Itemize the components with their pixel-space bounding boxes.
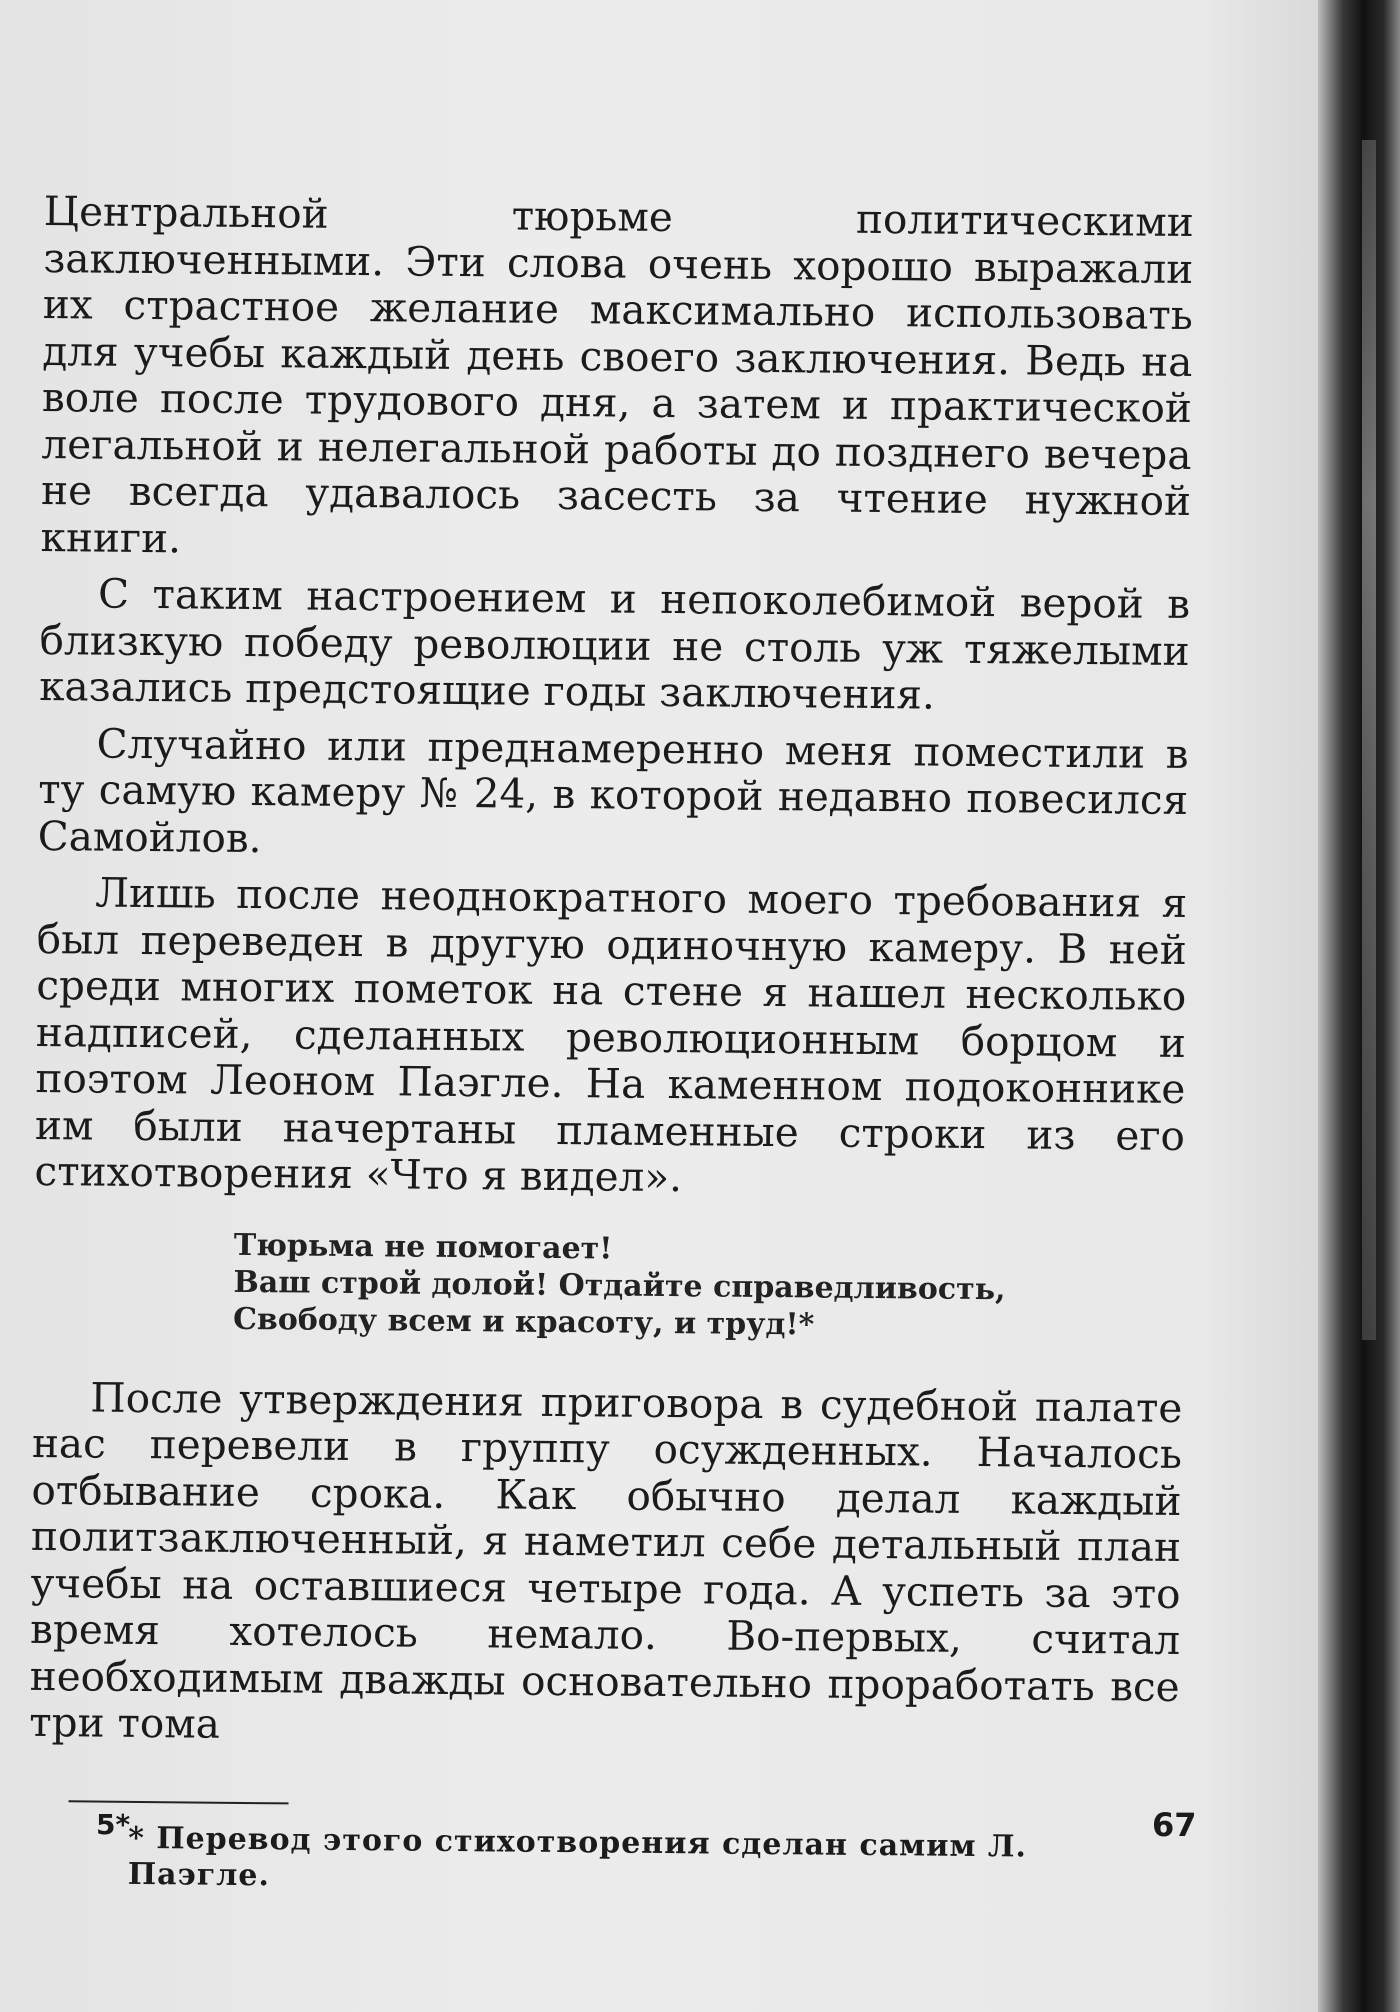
poem-quote: [233, 1226, 1184, 1346]
paragraph-5: После утверждения приговора в судебной палате нас перевели в группу осужденных. Началось отбывание срока. Как обычно делал каждый политзаключенный, я наметил себе детальный план учебы на оставшиеся четыре года. А успеть за это время хотелось немало. Во-первых, считал необходимым дважды основательно проработать все три тома: [29, 1373, 1183, 1748]
paragraph-2: С таким настроением и непоколебимой верой в близкую победу революции не столь уж тяжелыми казались предстоящие годы заключения.: [38, 569, 1191, 719]
signature-mark: 5*: [96, 1808, 131, 1841]
page-number: 67: [1152, 1806, 1197, 1844]
footnote-divider: [69, 1800, 289, 1804]
book-binding-shadow: [1318, 0, 1400, 2012]
footnote: * Перевод этого стихотворения сделан самим Л. Паэгле.: [127, 1820, 1028, 1893]
paragraph-1: Центральной тюрьме политическими заключенными. Эти слова очень хорошо выражали их страстное желание максимально использовать для учебы каждый день своего заключения. Ведь на воле после трудового дня, а затем и практической легальной и нелегальной работы до позднего вечера не всегда удавалось засесть за чтение нужной книги.: [40, 187, 1194, 562]
poem-line-2: Ваш строй долой! Отдайте справедливость,: [233, 1264, 1006, 1307]
poem-line-3: Свободу всем и красоту, и труд!*: [232, 1301, 815, 1342]
paragraph-4: Лишь после неоднократного моего требования я был переведен в другую одиночную камеру. В ней среди многих пометок на стене я нашел несколько надписей, сделанных революционным борцом и поэтом Леоном Паэгле. На каменном подоконнике им были начертаны пламенные строки из его стихотворения «Что я видел».: [34, 868, 1188, 1202]
book-binding-edge: [1362, 140, 1376, 1340]
paragraph-3: Случайно или преднамеренно меня поместили в ту самую камеру № 24, в которой недавно повесился Самойлов.: [37, 719, 1189, 862]
page-text: [28, 188, 1194, 1902]
poem-line-1: Тюрьма не помогает!: [233, 1227, 613, 1267]
